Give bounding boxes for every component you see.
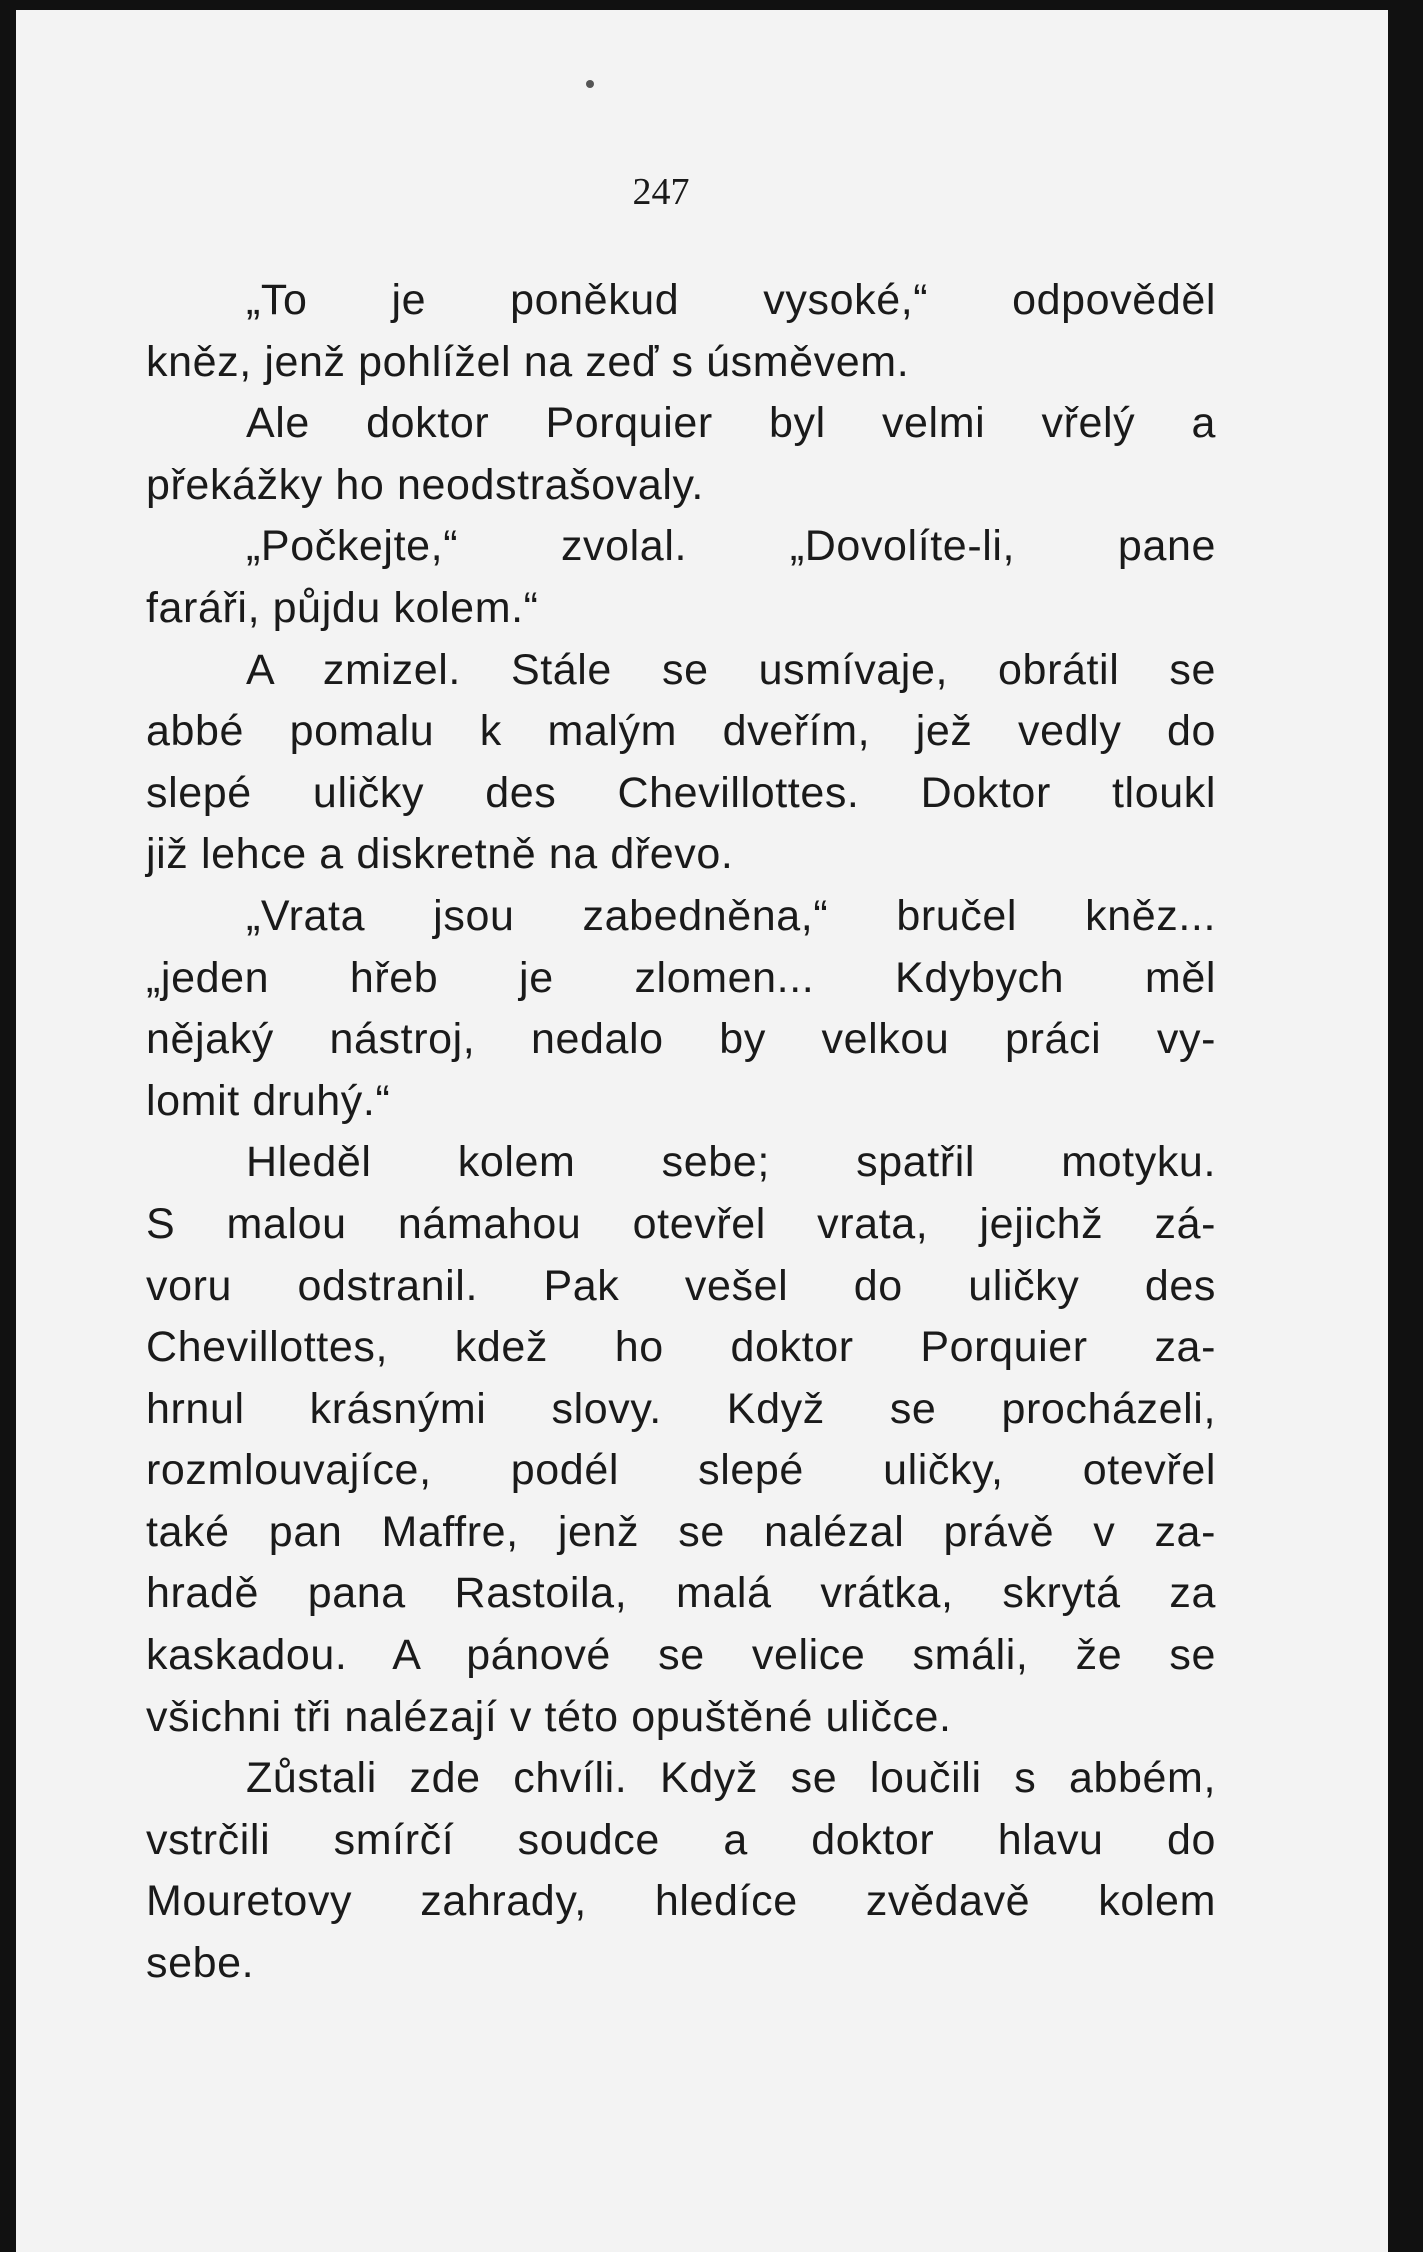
text-line: Ale doktor Porquier byl velmi vřelý a — [246, 399, 1216, 448]
text-line: již lehce a diskretně na dřevo. — [146, 830, 734, 879]
text-line: „Počkejte,“ zvolal. „Dovolíte-li, pane — [246, 522, 1216, 571]
body-text — [146, 270, 1216, 1995]
page-number: 247 — [632, 171, 690, 213]
text-line: „Vrata jsou zabedněna,“ bručel kněz... — [246, 891, 1216, 940]
text-line: slepé uličky des Chevillottes. Doktor tloukl — [146, 768, 1216, 817]
text-line: „jeden hřeb je zlomen... Kdybych měl — [146, 953, 1216, 1002]
text-line: faráři, půjdu kolem.“ — [146, 583, 539, 632]
text-line: vstrčili smírčí soudce a doktor hlavu do — [146, 1815, 1216, 1864]
book-page — [16, 10, 1388, 2252]
text-line: Mouretovy zahrady, hledíce zvědavě kolem — [146, 1877, 1216, 1926]
text-line: Chevillottes, kdež ho doktor Porquier za- — [146, 1323, 1216, 1372]
text-line: kaskadou. A pánové se velice smáli, že se — [146, 1631, 1216, 1680]
text-line: abbé pomalu k malým dveřím, jež vedly do — [146, 707, 1216, 756]
text-line: hrnul krásnými slovy. Když se procházeli, — [146, 1384, 1216, 1433]
text-line: voru odstranil. Pak vešel do uličky des — [146, 1261, 1216, 1310]
text-line: hradě pana Rastoila, malá vrátka, skrytá za — [146, 1569, 1216, 1618]
text-line: sebe. — [146, 1939, 255, 1988]
text-line: A zmizel. Stále se usmívaje, obrátil se — [246, 645, 1216, 694]
text-line: kněz, jenž pohlížel na zeď s úsměvem. — [146, 337, 910, 386]
text-line: „To je poněkud vysoké,“ odpověděl — [246, 276, 1216, 324]
text-line: lomit druhý.“ — [146, 1076, 391, 1125]
text-line: překážky ho neodstrašovaly. — [146, 460, 704, 509]
text-line: rozmlouvajíce, podél slepé uličky, otevřel — [146, 1446, 1216, 1495]
text-line: nějaký nástroj, nedalo by velkou práci vy- — [146, 1015, 1216, 1064]
text-line: S malou námahou otevřel vrata, jejichž zá- — [146, 1199, 1216, 1248]
text-line: Hleděl kolem sebe; spatřil motyku. — [246, 1138, 1216, 1187]
speck-mark — [586, 80, 594, 88]
text-line: také pan Maffre, jenž se nalézal právě v za- — [146, 1507, 1216, 1556]
text-line: všichni tři nalézají v této opuštěné uličce. — [146, 1692, 952, 1741]
text-line: Zůstali zde chvíli. Když se loučili s abbém, — [246, 1754, 1216, 1803]
